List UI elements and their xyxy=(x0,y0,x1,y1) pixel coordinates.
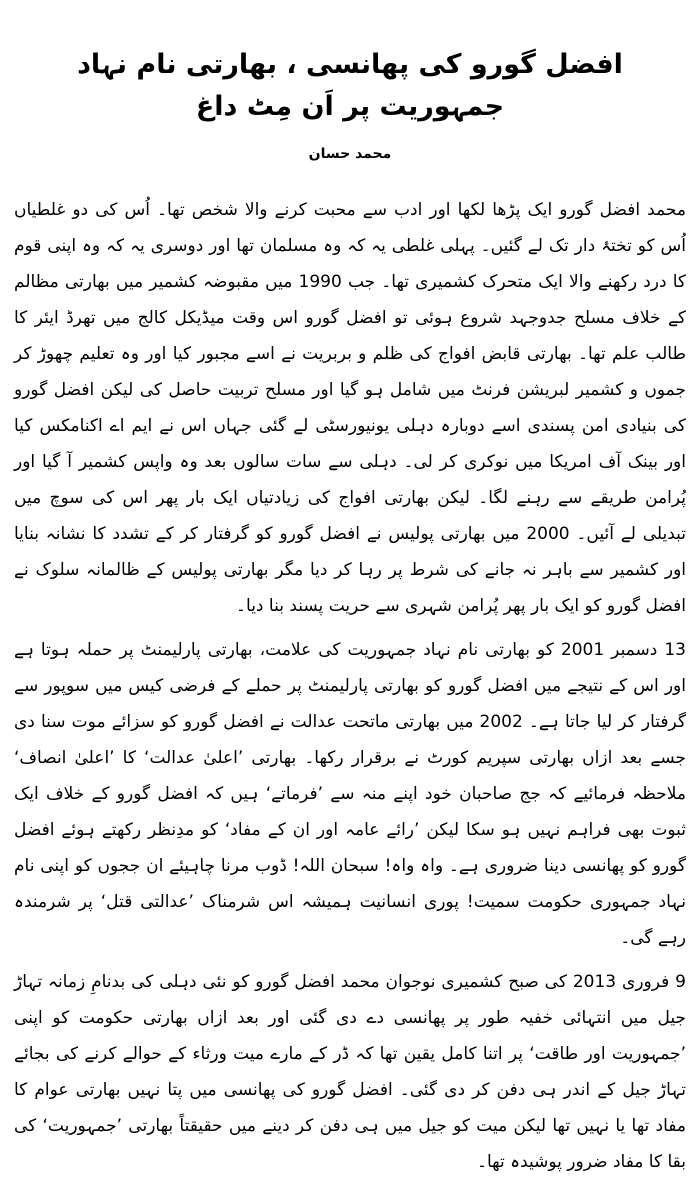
paragraph-3: 9 فروری 2013 کی صبح کشمیری نوجوان محمد افضل گورو کو نئی دہلی کی بدنامِ زمانہ تہاڑ جیل میں انتہائی خفیہ طور پر پھانسی دے دی گئی اور بعد ازاں بھارتی حکومت کو اپنی ’جمہوریت اور طاقت‘ پر اتنا کامل یقین تھا کہ ڈر کے مارے میت ورثاء کے حوالے کرنے کی بجائے تہاڑ جیل کے اندر ہی دفن کر دی گئی۔ افضل گورو کی پھانسی میں پتا نہیں بھارتی عوام کا مفاد تھا یا نہیں تھا لیکن میت کو جیل میں ہی دفن کر دینے میں حقیقتاً بھارتی ’جمہوریت‘ کی بقا کا مفاد ضرور پوشیدہ تھا۔ xyxy=(14,971,686,1172)
author-byline: محمد حسان xyxy=(308,145,392,162)
paragraph-2: 13 دسمبر 2001 کو بھارتی نام نہاد جمہوریت کی علامت، بھارتی پارلیمنٹ پر حملہ ہوتا ہے اور اس کے نتیجے میں افضل گورو کو بھارتی پارلیمنٹ پر حملے کے فرضی کیس میں سوپور سے گرفتار کر لیا جاتا ہے۔ 2002 میں بھارتی ماتحت عدالت نے افضل گورو کو سزائے موت سنا دی جسے بعد ازاں بھارتی سپریم کورٹ نے برقرار رکھا۔ بھارتی ’اعلیٰ عدالت‘ کا ’اعلیٰ انصاف‘ ملاحظہ فرمائیے کہ جج صاحبان خود اپنے منہ سے ’فرماتے‘ ہیں کہ افضل گورو کے خلاف ایک ثبوت بھی فراہم نہیں ہو سکا لیکن ’رائے عامہ اور ان کے مفاد‘ کو مدِنظر رکھتے ہوئے افضل گورو کو پھانسی دینا ضروری ہے۔ واہ واہ! سبحان اللہ! ڈوب مرنا چاہیئے ان ججوں کو اپنی نام نہاد جمہوری حکومت سمیت! پوری انسانیت ہمیشہ اس شرمناک ’عدالتی قتل‘ پر شرمندہ رہے گی۔ xyxy=(14,639,686,948)
document-title: افضل گورو کی پھانسی ، بھارتی نام نہاد جمہوریت پر اَن مِٹ داغ xyxy=(77,49,623,122)
document-body xyxy=(14,192,686,1180)
paragraph-1: محمد افضل گورو ایک پڑھا لکھا اور ادب سے محبت کرنے والا شخص تھا۔ اُس کی دو غلطیاں اُس کو تختۂ دار تک لے گئیں۔ پہلی غلطی یہ کہ وہ مسلمان تھا اور دوسری یہ کہ وہ اپنی قوم کا درد رکھنے والا ایک متحرک کشمیری تھا۔ جب 1990 میں مقبوضہ کشمیر میں بھارتی مظالم کے خلاف مسلح جدوجہد شروع ہوئی تو افضل گورو اس وقت میڈیکل کالج میں تھرڈ ایئر کا طالب علم تھا۔ بھارتی قابض افواج کی ظلم و بربریت نے اسے مجبور کیا اور وہ تعلیم چھوڑ کر جموں و کشمیر لبریشن فرنٹ میں شامل ہو گیا اور مسلح تربیت حاصل کی لیکن افضل گورو کی بنیادی امن پسندی اسے دوبارہ دہلی یونیورسٹی لے گئی جہاں اس نے ایم اے اکنامکس کیا اور بینک آف امریکا میں نوکری کر لی۔ دہلی سے سات سالوں بعد وہ واپس کشمیر آ گیا اور پُرامن طریقے سے رہنے لگا۔ لیکن بھارتی افواج کی زیادتیاں ایک بار پھر اس کی سوچ میں تبدیلی لے آئیں۔ 2000 میں بھارتی پولیس نے افضل گورو کو گرفتار کر کے تشدد کا نشانہ بنایا اور کشمیر سے باہر نہ جانے کی شرط پر رہا کر دیا مگر بھارتی پولیس کے ظالمانہ سلوک نے افضل گورو کو ایک بار پھر پُرامن شہری سے حریت پسند بنا دیا۔ xyxy=(14,199,687,616)
